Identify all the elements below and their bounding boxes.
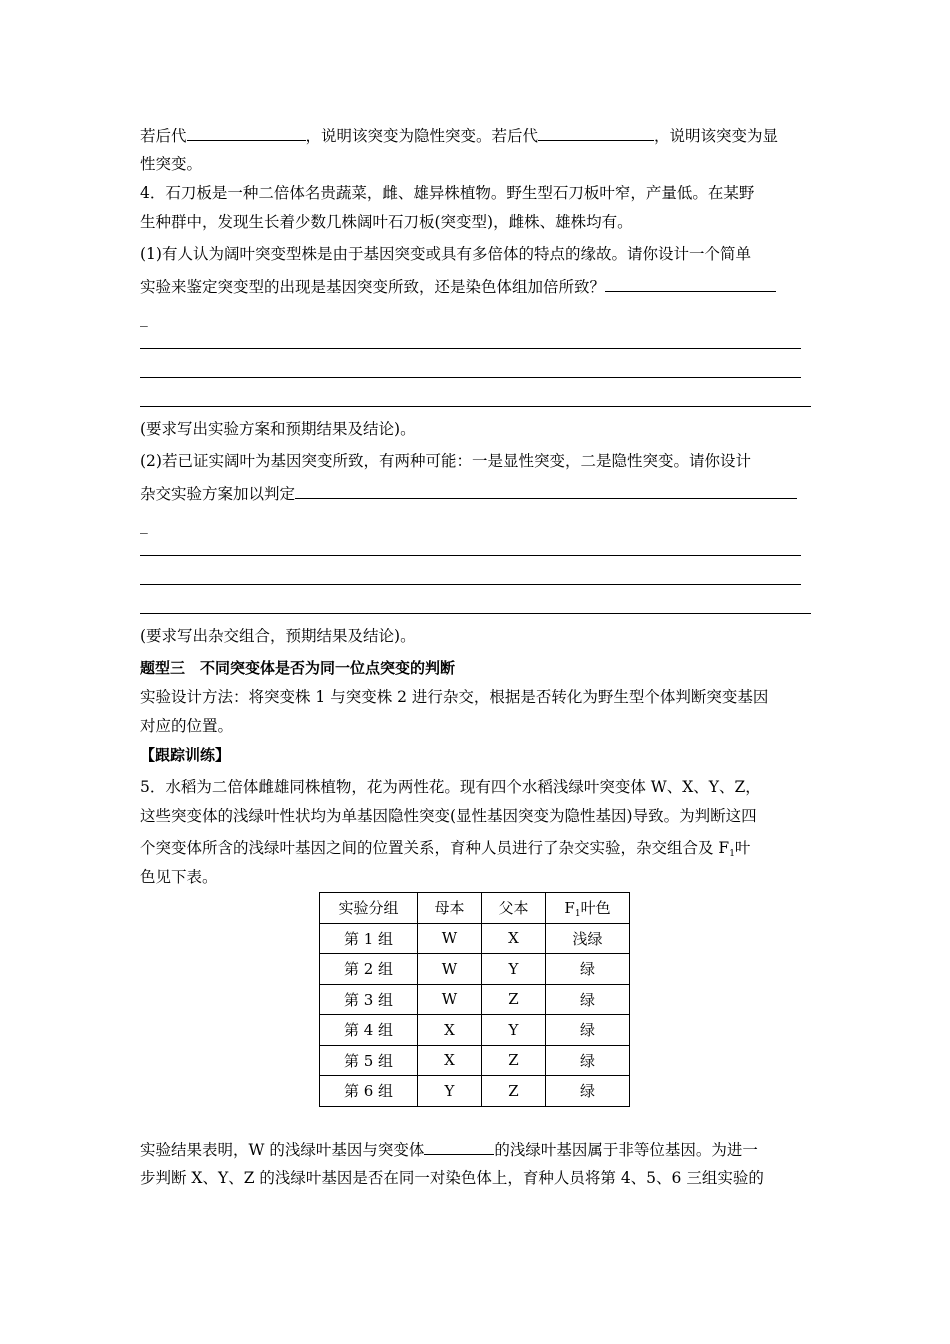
- table-cell: 浅绿: [546, 923, 630, 954]
- result-line-2: 步判断 X、Y、Z 的浅绿叶基因是否在同一对染色体上，育种人员将第 4、5、6 三组实验的: [140, 1169, 764, 1187]
- text-segment: ，说明该突变为隐性突变。若后代: [305, 127, 539, 145]
- q4-line-2: 生种群中，发现生长着少数几株阔叶石刀板(突变型)，雌株、雄株均有。: [140, 213, 633, 231]
- tracking-heading: 【跟踪训练】: [140, 746, 231, 764]
- table-cell: X: [418, 1015, 482, 1046]
- text-segment: 实验来鉴定突变型的出现是基因突变所致，还是染色体组加倍所致？: [140, 278, 606, 296]
- type3-line-1: 实验设计方法：将突变株 1 与突变株 2 进行杂交，根据是否转化为野生型个体判断突变基因: [140, 688, 769, 706]
- text-segment: ，说明该突变为显: [654, 127, 779, 145]
- table-cell: Y: [482, 1015, 546, 1046]
- header-text: 叶色: [580, 898, 611, 917]
- header-text: F: [564, 898, 575, 917]
- table-header-row: [320, 893, 630, 924]
- table-cell: W: [418, 984, 482, 1015]
- subscript: 1: [574, 908, 581, 919]
- q5-line-2: 这些突变体的浅绿叶性状均为单基因隐性突变(显性基因突变为隐性基因)导致。为判断这四: [140, 807, 757, 825]
- answer-line[interactable]: [140, 377, 801, 378]
- table-cell: 绿: [546, 1015, 630, 1046]
- table-cell: Z: [482, 984, 546, 1015]
- type3-line-2: 对应的位置。: [140, 717, 234, 735]
- table-cell: Y: [482, 954, 546, 985]
- table-cell: 第 4 组: [320, 1015, 418, 1046]
- table-row: [320, 1076, 630, 1107]
- q4-part1-line-2: [140, 275, 812, 298]
- q4-line-1: 4．石刀板是一种二倍体名贵蔬菜，雌、雄异株植物。野生型石刀板叶窄，产量低。在某野: [140, 184, 755, 202]
- answer-blank[interactable]: [538, 124, 654, 141]
- header-cell: 父本: [482, 893, 546, 924]
- table-cell: 第 6 组: [320, 1076, 418, 1107]
- answer-blank[interactable]: [295, 482, 797, 499]
- table-cell: 绿: [546, 984, 630, 1015]
- q5-line-3: [140, 837, 812, 865]
- table-cell: 绿: [546, 954, 630, 985]
- answer-line[interactable]: [140, 613, 811, 614]
- text-segment: 个突变体所含的浅绿叶基因之间的位置关系，育种人员进行了杂交实验，杂交组合及 F: [140, 839, 730, 857]
- text-segment: 杂交实验方案加以判定: [140, 485, 296, 503]
- q5-line-4: 色见下表。: [140, 868, 218, 886]
- experiment-table: [319, 892, 630, 1107]
- table-cell: Z: [482, 1045, 546, 1076]
- table-cell: W: [418, 923, 482, 954]
- header-cell: 母本: [418, 893, 482, 924]
- header-cell: [546, 893, 630, 924]
- table-row: [320, 954, 630, 985]
- text-segment: 实验结果表明，W 的浅绿叶基因与突变体: [140, 1141, 425, 1159]
- dash-mark: _: [140, 309, 148, 327]
- q4-part2-note: (要求写出杂交组合，预期结果及结论)。: [140, 627, 416, 645]
- table-cell: Y: [418, 1076, 482, 1107]
- answer-blank[interactable]: [605, 275, 776, 292]
- table-cell: 第 5 组: [320, 1045, 418, 1076]
- table-cell: Z: [482, 1076, 546, 1107]
- answer-line[interactable]: [140, 555, 801, 556]
- table-cell: 第 3 组: [320, 984, 418, 1015]
- continuation-line-2: 性突变。: [140, 155, 203, 173]
- answer-blank[interactable]: [424, 1138, 494, 1155]
- text-segment: 的浅绿叶基因属于非等位基因。为进一: [494, 1141, 758, 1159]
- table-cell: 第 1 组: [320, 923, 418, 954]
- q4-part2-line-1: (2)若已证实阔叶为基因突变所致，有两种可能：一是显性突变，二是隐性突变。请你设计: [140, 452, 751, 470]
- table-cell: 绿: [546, 1076, 630, 1107]
- continuation-line-1: [140, 124, 812, 147]
- dash-mark: _: [140, 516, 148, 534]
- table-row: [320, 1045, 630, 1076]
- table-cell: 绿: [546, 1045, 630, 1076]
- answer-line[interactable]: [140, 584, 801, 585]
- q4-part1-note: (要求写出实验方案和预期结果及结论)。: [140, 420, 416, 438]
- table-row: [320, 984, 630, 1015]
- table-cell: X: [482, 923, 546, 954]
- table-row: [320, 1015, 630, 1046]
- table-row: [320, 923, 630, 954]
- header-cell: 实验分组: [320, 893, 418, 924]
- answer-line[interactable]: [140, 406, 811, 407]
- text-segment: 若后代: [140, 127, 187, 145]
- text-segment: 叶: [734, 839, 751, 857]
- result-line-1: [140, 1138, 812, 1161]
- table-cell: 第 2 组: [320, 954, 418, 985]
- q5-line-1: 5．水稻为二倍体雌雄同株植物，花为两性花。现有四个水稻浅绿叶突变体 W、X、Y、Z，: [140, 778, 761, 796]
- answer-line[interactable]: [140, 348, 801, 349]
- q4-part2-line-2: [140, 482, 812, 505]
- subscript: 1: [729, 849, 735, 859]
- table-cell: W: [418, 954, 482, 985]
- q4-part1-line-1: (1)有人认为阔叶突变型株是由于基因突变或具有多倍体的特点的缘故。请你设计一个简单: [140, 245, 751, 263]
- section-heading: 题型三 不同突变体是否为同一位点突变的判断: [140, 659, 456, 677]
- table-cell: X: [418, 1045, 482, 1076]
- answer-blank[interactable]: [187, 124, 306, 141]
